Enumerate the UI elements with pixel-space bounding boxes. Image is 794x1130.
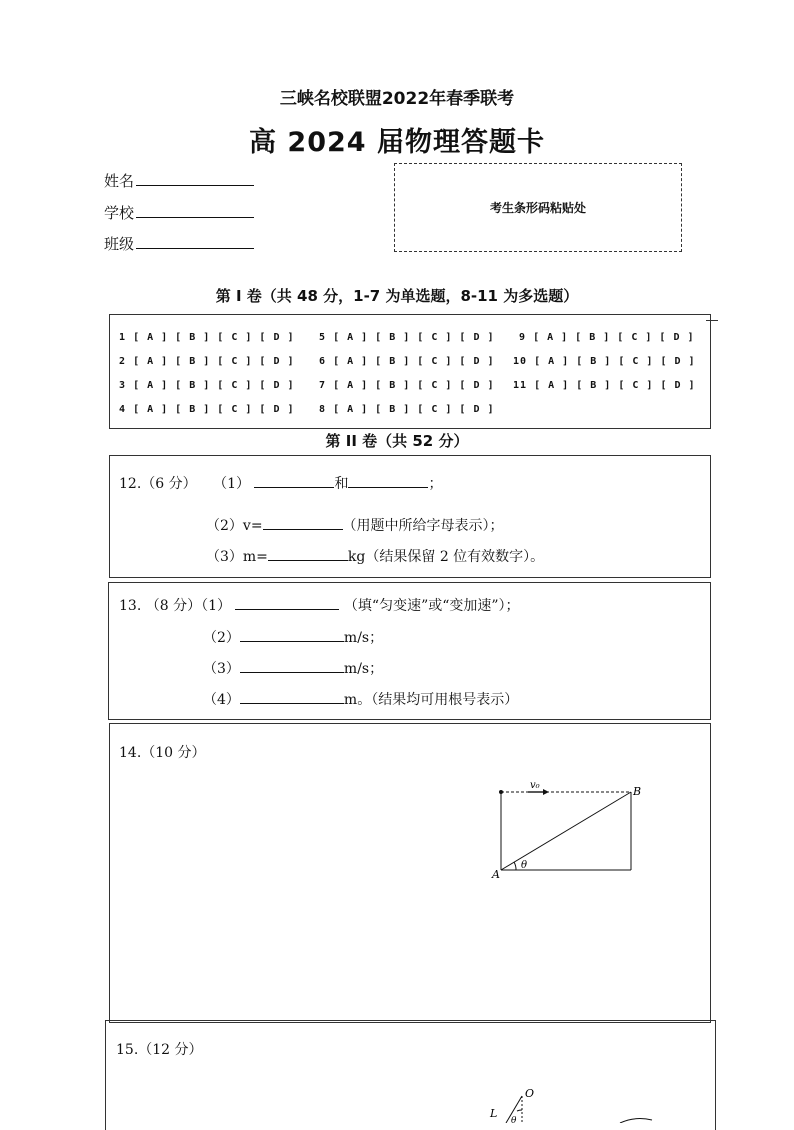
q12-p2-prefix: （2）v=	[206, 518, 263, 534]
q13-p3-prefix: （3）	[203, 661, 240, 677]
q12-p1-blank-b[interactable]	[348, 474, 428, 488]
point-a-label: A	[492, 868, 500, 881]
class-field[interactable]	[104, 233, 254, 254]
q15-label: 15.（12 分）	[116, 1042, 203, 1058]
school-label: 学校	[104, 204, 135, 222]
q12-p1-mid: 和	[334, 476, 349, 492]
mc-number: 4	[119, 404, 127, 415]
q12-label: 12.（6 分）	[119, 476, 197, 492]
mc-number: 9	[519, 332, 527, 343]
mc-row[interactable]	[319, 332, 495, 343]
mc-number: 2	[119, 356, 127, 367]
mc-row[interactable]	[319, 356, 495, 367]
mc-options[interactable]: [ A ] [ B ] [ C ] [ D ]	[534, 380, 696, 391]
q13-p4-suffix: m。（结果均可用根号表示）	[343, 692, 519, 708]
angle-arc	[517, 1110, 522, 1111]
q13-part3	[203, 658, 383, 678]
mc-row[interactable]	[319, 380, 495, 391]
mc-number: 3	[119, 380, 127, 391]
class-label: 班级	[104, 235, 135, 253]
mc-options[interactable]: [ A ] [ B ] [ C ] [ D ]	[133, 332, 295, 343]
mc-row[interactable]	[519, 332, 695, 343]
q13-part4	[203, 689, 518, 709]
barcode-label: 考生条形码粘贴处	[489, 201, 586, 215]
q15-figure	[480, 1080, 680, 1123]
mc-row[interactable]	[119, 404, 295, 415]
incline-line	[501, 792, 631, 870]
q14-figure	[488, 775, 648, 885]
mc-options[interactable]: [ A ] [ B ] [ C ] [ D ]	[133, 404, 295, 415]
mc-row[interactable]	[513, 356, 696, 367]
name-label: 姓名	[104, 172, 135, 190]
mc-options[interactable]: [ A ] [ B ] [ C ] [ D ]	[133, 380, 295, 391]
q14-label: 14.（10 分）	[119, 745, 206, 761]
q12-p2-blank[interactable]	[263, 516, 343, 530]
velocity-arrowhead	[543, 789, 549, 795]
name-field[interactable]	[104, 170, 254, 191]
theta-label: θ	[521, 860, 528, 871]
mc-number: 1	[119, 332, 127, 343]
theta-label: θ	[511, 1116, 517, 1123]
q13-p2-prefix: （2）	[203, 630, 240, 646]
exam-subtitle: 三峡名校联盟2022年春季联考	[279, 89, 515, 109]
q12-p3-suffix: kg（结果保留 2 位有效数字）。	[347, 549, 545, 565]
q12-p3-prefix: （3）m=	[206, 549, 268, 565]
point-b-label: B	[633, 785, 642, 798]
angle-arc	[514, 862, 516, 870]
q12-p1-end: ；	[428, 476, 443, 492]
mc-number: 7	[319, 380, 327, 391]
q13-p4-prefix: （4）	[203, 692, 240, 708]
q13-p2-blank[interactable]	[240, 628, 344, 642]
mc-options[interactable]: [ A ] [ B ] [ C ] [ D ]	[333, 356, 495, 367]
mc-options[interactable]: [ A ] [ B ] [ C ] [ D ]	[533, 332, 695, 343]
mc-row[interactable]	[119, 332, 295, 343]
mc-options[interactable]: [ A ] [ B ] [ C ] [ D ]	[133, 356, 295, 367]
exam-title: 高 2024 届物理答题卡	[249, 127, 545, 158]
q12-part3	[206, 546, 544, 566]
mc-row[interactable]	[119, 356, 295, 367]
q13-p4-blank[interactable]	[240, 690, 344, 704]
section2-heading: 第 II 卷（共 52 分）	[325, 432, 469, 450]
section1-heading: 第 I 卷（共 48 分，1-7 为单选题，8-11 为多选题）	[215, 287, 579, 305]
q12-p1-blank-a[interactable]	[254, 474, 334, 488]
q12-part1	[119, 473, 442, 493]
q13-part2	[203, 627, 383, 647]
mc-number: 8	[319, 404, 327, 415]
barcode-area	[394, 163, 682, 252]
mc-number: 5	[319, 332, 327, 343]
q13-part1	[119, 595, 520, 615]
q13-p1-prefix: （1）	[201, 598, 231, 614]
length-l-label: L	[490, 1107, 498, 1120]
q13-label: 13. （8 分）	[119, 598, 202, 614]
q13-p1-suffix: （填“匀变速”或“变加速”）；	[343, 598, 520, 614]
mc-row[interactable]	[319, 404, 495, 415]
mc-number: 6	[319, 356, 327, 367]
mc-number: 10	[513, 356, 528, 367]
class-blank[interactable]	[136, 234, 254, 249]
mc-row[interactable]	[513, 380, 696, 391]
school-blank[interactable]	[136, 203, 254, 218]
q12-p3-blank[interactable]	[268, 547, 348, 561]
q13-p1-blank[interactable]	[235, 596, 339, 610]
point-o-label: O	[525, 1087, 535, 1100]
mc-row[interactable]	[119, 380, 295, 391]
mc-options[interactable]: [ A ] [ B ] [ C ] [ D ]	[333, 380, 495, 391]
q12-p2-suffix: （用题中所给字母表示）；	[342, 518, 504, 534]
curve-arc	[620, 1119, 652, 1123]
v0-label: v₀	[530, 780, 540, 791]
q12-p1-prefix: （1）	[213, 476, 250, 492]
q13-p3-suffix: m/s；	[343, 661, 384, 677]
q13-p2-suffix: m/s；	[343, 630, 384, 646]
mc-options[interactable]: [ A ] [ B ] [ C ] [ D ]	[333, 404, 495, 415]
school-field[interactable]	[104, 202, 254, 223]
mc-number: 11	[513, 380, 528, 391]
margin-tick	[706, 320, 718, 321]
mc-options[interactable]: [ A ] [ B ] [ C ] [ D ]	[333, 332, 495, 343]
q13-p3-blank[interactable]	[240, 659, 344, 673]
name-blank[interactable]	[136, 171, 254, 186]
q12-part2	[206, 515, 504, 535]
mc-options[interactable]: [ A ] [ B ] [ C ] [ D ]	[534, 356, 696, 367]
